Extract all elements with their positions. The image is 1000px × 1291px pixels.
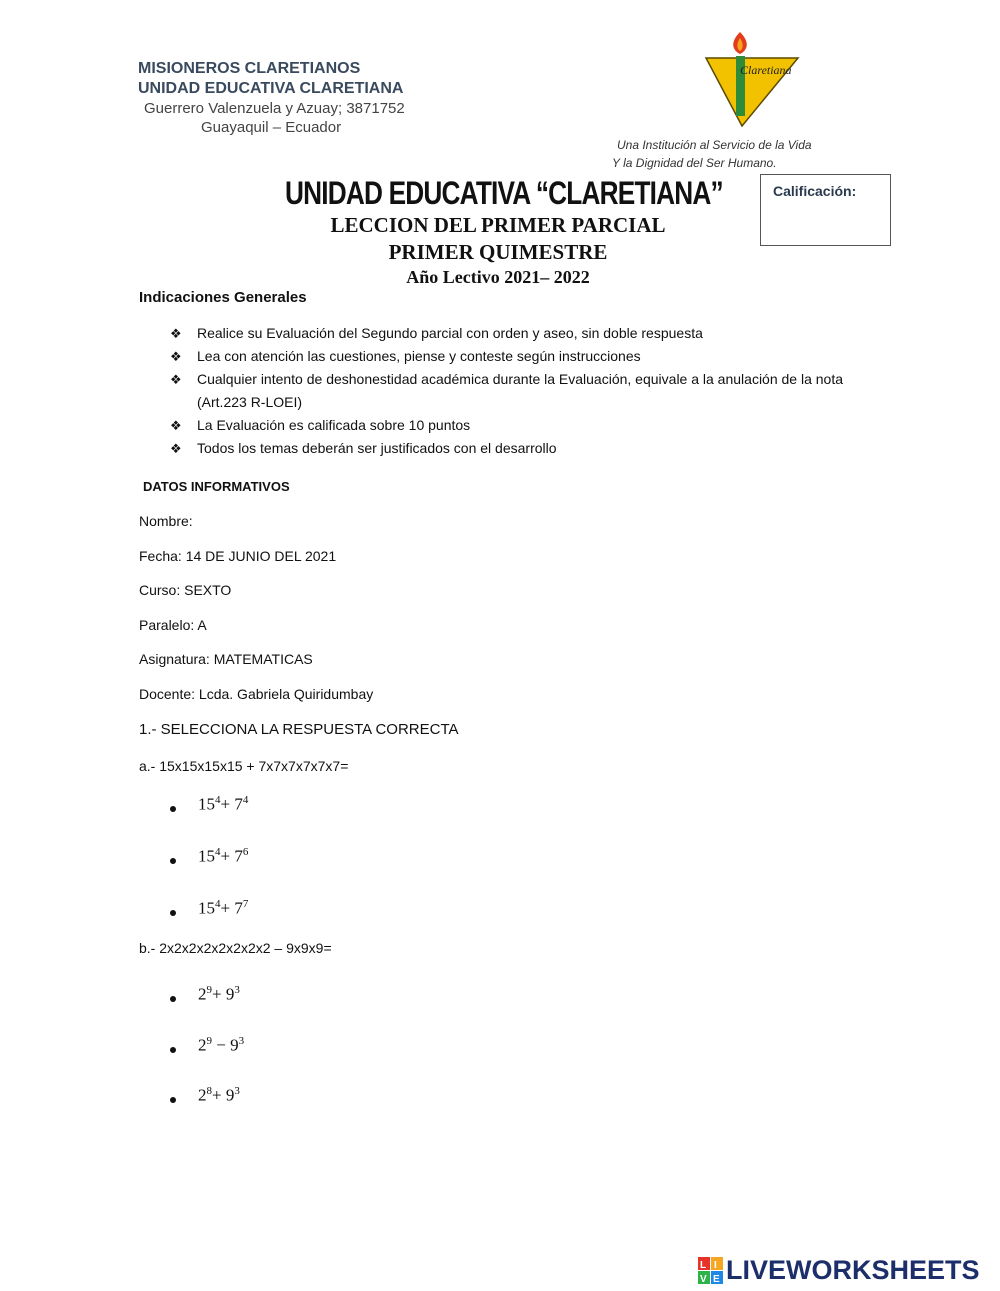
exam-title: LECCION DEL PRIMER PARCIAL [330,213,666,237]
grade-label: Calificación: [773,183,857,199]
question-1-title: 1.- SELECCIONA LA RESPUESTA CORRECTA [139,721,459,738]
motto-line-2: Y la Dignidad del Ser Humano. [612,156,777,170]
svg-text:L: L [700,1260,707,1271]
field-section: Paralelo: A [139,617,207,633]
bullet-dot-icon [170,910,176,916]
address: Guerrero Valenzuela y Azuay; 3871752 [144,100,405,117]
school-year: Año Lectivo 2021– 2022 [406,267,590,287]
diamond-bullet-icon: ❖ [170,372,182,387]
question-1b-prompt: b.- 2x2x2x2x2x2x2x2 – 9x9x9= [139,940,332,956]
bullet-dot-icon [170,1097,176,1103]
org-name: MISIONEROS CLARETIANOS [138,60,361,77]
svg-text:E: E [713,1274,720,1285]
bullet-dot-icon [170,806,176,812]
bullet-dot-icon [170,858,176,864]
claretiana-logo-graphic [700,28,810,128]
page-title: UNIDAD EDUCATIVA “CLARETIANA” [285,175,723,211]
diamond-bullet-icon: ❖ [170,326,182,341]
school-logo [700,28,810,128]
svg-text:V: V [700,1274,707,1285]
diamond-bullet-icon: ❖ [170,418,182,433]
motto-line-1: Una Institución al Servicio de la Vida [617,138,812,152]
grade-box[interactable] [760,174,891,246]
liveworksheets-logo-icon [698,1257,724,1285]
bullet-dot-icon [170,996,176,1002]
school-name: UNIDAD EDUCATIVA CLARETIANA [138,80,404,97]
question-1a-prompt: a.- 15x15x15x15 + 7x7x7x7x7x7= [139,758,349,774]
indications-heading: Indicaciones Generales [139,289,307,306]
info-heading: DATOS INFORMATIVOS [143,479,290,494]
liveworksheets-brand[interactable] [698,1256,993,1286]
svg-text:Claretiana: Claretiana [740,63,792,77]
field-teacher: Docente: Lcda. Gabriela Quiridumbay [139,686,374,702]
svg-text:I: I [714,1260,717,1271]
term-title: PRIMER QUIMESTRE [388,240,608,264]
field-date: Fecha: 14 DE JUNIO DEL 2021 [139,548,337,564]
city: Guayaquil – Ecuador [201,119,342,136]
field-course: Curso: SEXTO [139,582,232,598]
diamond-bullet-icon: ❖ [170,349,182,364]
bullet-dot-icon [170,1047,176,1053]
field-subject: Asignatura: MATEMATICAS [139,651,313,667]
diamond-bullet-icon: ❖ [170,441,182,456]
brand-name: LIVEWORKSHEETS [726,1255,980,1285]
field-name: Nombre: [139,513,193,529]
